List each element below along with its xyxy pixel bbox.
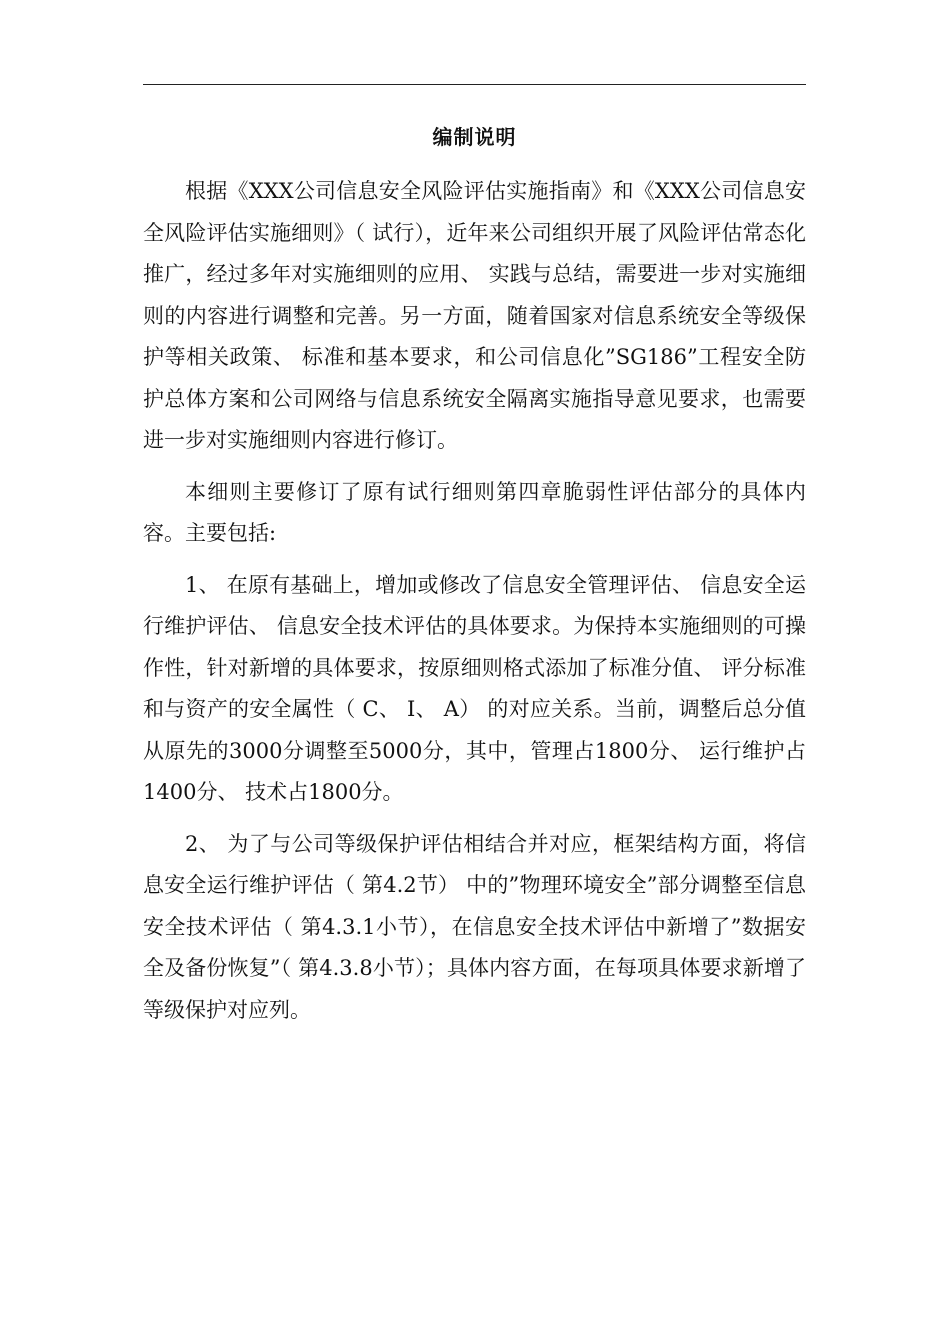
paragraph-scope: 本细则主要修订了原有试行细则第四章脆弱性评估部分的具体内容。主要包括: [143, 479, 806, 545]
document-body [143, 171, 806, 1031]
paragraph-item-1: 1、 在原有基础上，增加或修改了信息安全管理评估、 信息安全运行维护评估、 信息安全技术评估的具体要求。为保持本实施细则的可操作性，针对新增的具体要求，按原细则格式添加了标准分值、 评分标准和与资产的安全属性（ C、 I、 A） 的对应关系。当前，调整后总分值从原先的3000分调整至5000分，其中，管理占1800分、 运行维护占1400分、 技术占1800分。 [143, 572, 806, 804]
paragraph-background: 根据《XXX公司信息安全风险评估实施指南》和《XXX公司信息安全风险评估实施细则》（ 试行），近年来公司组织开展了风险评估常态化推广，经过多年对实施细则的应用、 实践与总结，需要进一步对实施细则的内容进行调整和完善。另一方面，随着国家对信息系统安全等级保护等相关政策、 标准和基本要求，和公司信息化”SG186”工程安全防护总体方案和公司网络与信息系统安全隔离实施指导意见要求，也需要进一步对实施细则内容进行修订。 [143, 179, 806, 452]
header-rule [143, 84, 806, 85]
paragraph-item-2: 2、 为了与公司等级保护评估相结合并对应，框架结构方面，将信息安全运行维护评估（ 第4.2节） 中的”物理环境安全”部分调整至信息安全技术评估（ 第4.3.1小节），在信息安全技术评估中新增了”数据安全及备份恢复”（ 第4.3.8小节）；具体内容方面，在每项具体要求新增了等级保护对应列。 [143, 831, 806, 1022]
document-title: 编制说明 [432, 125, 517, 149]
